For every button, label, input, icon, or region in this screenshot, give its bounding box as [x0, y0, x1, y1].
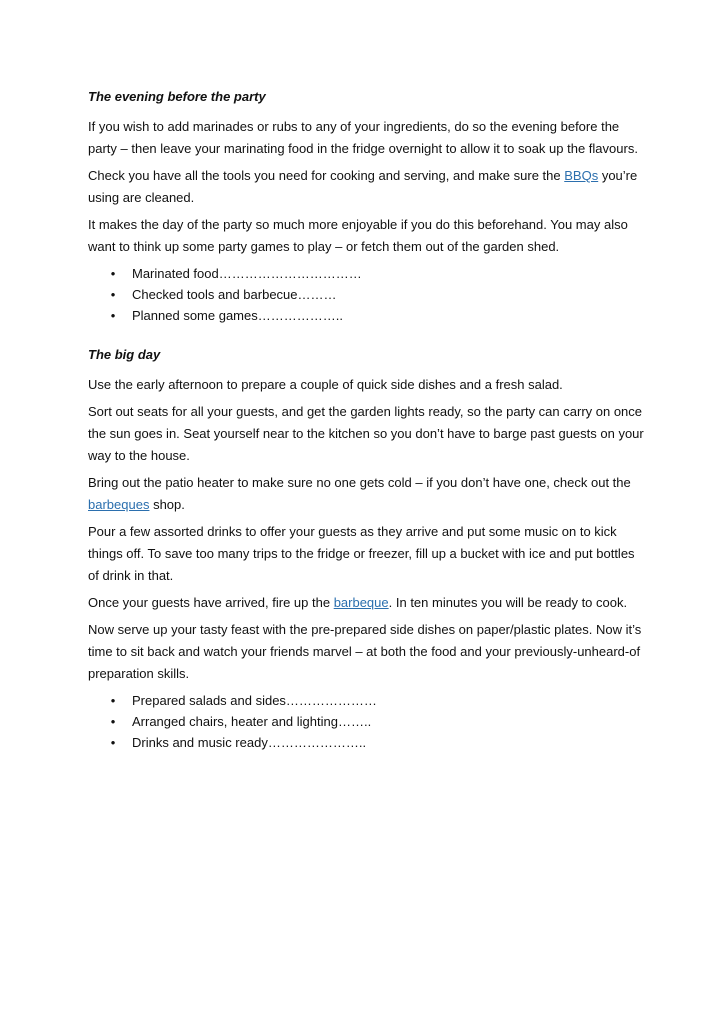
list-item	[88, 305, 648, 326]
paragraph-heater	[88, 472, 648, 516]
checklist-evening	[88, 263, 648, 326]
paragraph-beforehand: It makes the day of the party so much more enjoyable if you do this beforehand. You may also want to think up some party games to play – or fetch them out of the garden shed.	[88, 217, 628, 254]
paragraph-fire-up	[88, 592, 648, 614]
list-item-label: Planned some games………………..	[132, 308, 343, 323]
paragraph-fire-up-text: Once your guests have arrived, fire up the	[88, 595, 334, 610]
paragraph-seats: Sort out seats for all your guests, and get the garden lights ready, so the party can carry on once the sun goes in. Seat yourself near to the kitchen so you don’t have to barge past guests on your way to the house.	[88, 404, 644, 463]
list-item-label: Drinks and music ready…………………..	[132, 735, 367, 750]
paragraph-tools	[88, 165, 648, 209]
list-item-label: Prepared salads and sides…………………	[132, 693, 377, 708]
paragraph-fire-up-text-end: . In ten minutes you will be ready to cook.	[388, 595, 628, 610]
list-item	[88, 732, 648, 753]
section-heading-evening: The evening before the party	[88, 89, 266, 104]
list-item	[88, 690, 648, 711]
list-item	[88, 711, 648, 732]
bullet-icon: •	[110, 735, 116, 750]
bullet-icon: •	[110, 693, 116, 708]
bbqs-link[interactable]: BBQs	[564, 168, 599, 183]
paragraph-tools-text-end: you’re using are cleaned.	[88, 168, 638, 205]
section-spacer	[88, 326, 648, 344]
list-item	[88, 284, 648, 305]
bullet-icon: •	[110, 266, 116, 281]
list-item-label: Checked tools and barbecue………	[132, 287, 337, 302]
list-item-label: Arranged chairs, heater and lighting……..	[132, 714, 372, 729]
document-page	[88, 86, 648, 753]
barbeques-shop-link[interactable]: barbeques	[88, 497, 150, 512]
list-item-label: Marinated food……………………………	[132, 266, 362, 281]
bullet-icon: •	[110, 714, 116, 729]
section-heading-big-day: The big day	[88, 347, 161, 362]
paragraph-tools-text: Check you have all the tools you need for cooking and serving, and make sure the	[88, 168, 565, 183]
paragraph-marinades: If you wish to add marinades or rubs to any of your ingredients, do so the evening before the party – then leave your marinating food in the fridge overnight to allow it to soak up the flavours.	[88, 119, 638, 156]
paragraph-heater-text-end: shop.	[149, 497, 185, 512]
bullet-icon: •	[110, 287, 116, 302]
bullet-icon: •	[110, 308, 116, 323]
paragraph-side-dishes: Use the early afternoon to prepare a couple of quick side dishes and a fresh salad.	[88, 377, 563, 392]
paragraph-heater-text: Bring out the patio heater to make sure no one gets cold – if you don’t have one, check out the	[88, 475, 631, 490]
list-item	[88, 263, 648, 284]
barbeque-link[interactable]: barbeque	[333, 595, 389, 610]
checklist-big-day	[88, 690, 648, 753]
paragraph-serve: Now serve up your tasty feast with the pre-prepared side dishes on paper/plastic plates. Now it’s time to sit back and watch your friends marvel – at both the food and your previously-unheard-of preparation skills.	[88, 622, 642, 681]
paragraph-drinks: Pour a few assorted drinks to offer your guests as they arrive and put some music on to kick things off. To save too many trips to the fridge or freezer, fill up a bucket with ice and put bottles of drink in that.	[88, 524, 635, 583]
